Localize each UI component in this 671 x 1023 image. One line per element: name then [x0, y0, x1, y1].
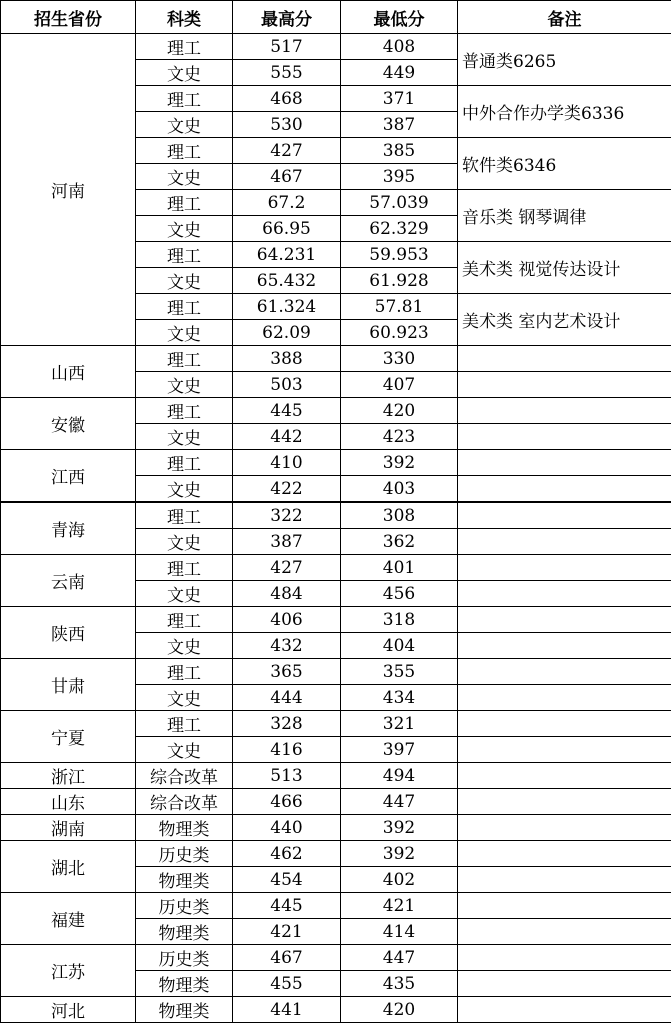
max-score-cell: 322	[233, 502, 341, 529]
max-score-cell: 513	[233, 763, 341, 789]
max-score-cell: 67.2	[233, 190, 341, 216]
note-cell	[458, 372, 671, 398]
min-score-cell: 421	[341, 893, 458, 919]
province-cell: 湖南	[1, 815, 136, 841]
subject-cell: 历史类	[136, 945, 233, 971]
subject-cell: 物理类	[136, 997, 233, 1023]
min-score-cell: 414	[341, 919, 458, 945]
max-score-cell: 530	[233, 112, 341, 138]
max-score-cell: 410	[233, 450, 341, 476]
note-cell	[458, 502, 671, 529]
max-score-cell: 427	[233, 555, 341, 581]
min-score-cell: 387	[341, 112, 458, 138]
max-score-cell: 467	[233, 945, 341, 971]
note-cell: 音乐类 钢琴调律	[458, 190, 671, 242]
table-row	[1, 346, 671, 372]
table-row	[1, 893, 671, 919]
subject-cell: 综合改革	[136, 763, 233, 789]
min-score-cell: 404	[341, 633, 458, 659]
min-score-cell: 408	[341, 34, 458, 60]
min-score-cell: 61.928	[341, 268, 458, 294]
subject-cell: 物理类	[136, 815, 233, 841]
min-score-cell: 395	[341, 164, 458, 190]
note-cell: 普通类6265	[458, 34, 671, 86]
province-cell: 湖北	[1, 841, 136, 893]
min-score-cell: 318	[341, 607, 458, 633]
province-cell: 青海	[1, 502, 136, 555]
min-score-cell: 392	[341, 841, 458, 867]
note-cell	[458, 945, 671, 971]
min-score-cell: 447	[341, 945, 458, 971]
note-cell	[458, 763, 671, 789]
min-score-cell: 392	[341, 815, 458, 841]
note-cell	[458, 919, 671, 945]
max-score-cell: 440	[233, 815, 341, 841]
subject-cell: 理工	[136, 711, 233, 737]
max-score-cell: 328	[233, 711, 341, 737]
province-cell: 江西	[1, 450, 136, 503]
header-province: 招生省份	[1, 1, 136, 34]
table-row	[1, 815, 671, 841]
subject-cell: 文史	[136, 685, 233, 711]
max-score-cell: 468	[233, 86, 341, 112]
min-score-cell: 60.923	[341, 320, 458, 346]
note-cell	[458, 971, 671, 997]
max-score-cell: 62.09	[233, 320, 341, 346]
min-score-cell: 330	[341, 346, 458, 372]
min-score-cell: 355	[341, 659, 458, 685]
min-score-cell: 62.329	[341, 216, 458, 242]
min-score-cell: 435	[341, 971, 458, 997]
max-score-cell: 445	[233, 398, 341, 424]
max-score-cell: 365	[233, 659, 341, 685]
note-cell	[458, 424, 671, 450]
subject-cell: 文史	[136, 320, 233, 346]
subject-cell: 文史	[136, 476, 233, 503]
header-note: 备注	[458, 1, 671, 34]
table-row	[1, 555, 671, 581]
table-body	[1, 34, 671, 1023]
min-score-cell: 308	[341, 502, 458, 529]
note-cell: 美术类 视觉传达设计	[458, 242, 671, 294]
province-cell: 福建	[1, 893, 136, 945]
subject-cell: 综合改革	[136, 789, 233, 815]
table-row	[1, 997, 671, 1023]
min-score-cell: 385	[341, 138, 458, 164]
max-score-cell: 467	[233, 164, 341, 190]
table-row	[1, 450, 671, 476]
subject-cell: 文史	[136, 737, 233, 763]
min-score-cell: 494	[341, 763, 458, 789]
note-cell	[458, 555, 671, 581]
max-score-cell: 462	[233, 841, 341, 867]
note-cell: 软件类6346	[458, 138, 671, 190]
subject-cell: 理工	[136, 294, 233, 320]
table-row	[1, 841, 671, 867]
min-score-cell: 447	[341, 789, 458, 815]
max-score-cell: 421	[233, 919, 341, 945]
province-cell: 河南	[1, 34, 136, 346]
province-cell: 山西	[1, 346, 136, 398]
subject-cell: 理工	[136, 555, 233, 581]
subject-cell: 文史	[136, 424, 233, 450]
subject-cell: 理工	[136, 398, 233, 424]
min-score-cell: 57.81	[341, 294, 458, 320]
table-row	[1, 607, 671, 633]
note-cell	[458, 581, 671, 607]
note-cell	[458, 398, 671, 424]
max-score-cell: 61.324	[233, 294, 341, 320]
max-score-cell: 388	[233, 346, 341, 372]
subject-cell: 理工	[136, 346, 233, 372]
min-score-cell: 420	[341, 997, 458, 1023]
min-score-cell: 362	[341, 529, 458, 555]
subject-cell: 历史类	[136, 893, 233, 919]
max-score-cell: 64.231	[233, 242, 341, 268]
subject-cell: 文史	[136, 216, 233, 242]
subject-cell: 理工	[136, 190, 233, 216]
note-cell: 中外合作办学类6336	[458, 86, 671, 138]
min-score-cell: 392	[341, 450, 458, 476]
subject-cell: 理工	[136, 502, 233, 529]
subject-cell: 文史	[136, 60, 233, 86]
min-score-cell: 407	[341, 372, 458, 398]
note-cell	[458, 476, 671, 503]
subject-cell: 文史	[136, 112, 233, 138]
table-row	[1, 711, 671, 737]
max-score-cell: 503	[233, 372, 341, 398]
province-cell: 宁夏	[1, 711, 136, 763]
max-score-cell: 422	[233, 476, 341, 503]
min-score-cell: 402	[341, 867, 458, 893]
subject-cell: 文史	[136, 581, 233, 607]
subject-cell: 理工	[136, 34, 233, 60]
max-score-cell: 432	[233, 633, 341, 659]
note-cell	[458, 450, 671, 476]
max-score-cell: 517	[233, 34, 341, 60]
note-cell	[458, 659, 671, 685]
subject-cell: 理工	[136, 607, 233, 633]
table-row	[1, 945, 671, 971]
note-cell	[458, 737, 671, 763]
subject-cell: 物理类	[136, 867, 233, 893]
note-cell	[458, 685, 671, 711]
max-score-cell: 444	[233, 685, 341, 711]
note-cell	[458, 815, 671, 841]
max-score-cell: 454	[233, 867, 341, 893]
note-cell	[458, 711, 671, 737]
min-score-cell: 397	[341, 737, 458, 763]
max-score-cell: 555	[233, 60, 341, 86]
subject-cell: 理工	[136, 659, 233, 685]
subject-cell: 理工	[136, 242, 233, 268]
note-cell	[458, 997, 671, 1023]
min-score-cell: 456	[341, 581, 458, 607]
province-cell: 陕西	[1, 607, 136, 659]
min-score-cell: 401	[341, 555, 458, 581]
note-cell	[458, 893, 671, 919]
max-score-cell: 66.95	[233, 216, 341, 242]
table-row	[1, 763, 671, 789]
subject-cell: 文史	[136, 372, 233, 398]
province-cell: 江苏	[1, 945, 136, 997]
province-cell: 山东	[1, 789, 136, 815]
subject-cell: 文史	[136, 164, 233, 190]
min-score-cell: 57.039	[341, 190, 458, 216]
min-score-cell: 449	[341, 60, 458, 86]
table-row	[1, 398, 671, 424]
subject-cell: 理工	[136, 450, 233, 476]
province-cell: 浙江	[1, 763, 136, 789]
province-cell: 云南	[1, 555, 136, 607]
subject-cell: 文史	[136, 529, 233, 555]
header-row	[1, 1, 671, 34]
table-row	[1, 789, 671, 815]
subject-cell: 物理类	[136, 971, 233, 997]
max-score-cell: 466	[233, 789, 341, 815]
min-score-cell: 321	[341, 711, 458, 737]
subject-cell: 历史类	[136, 841, 233, 867]
min-score-cell: 403	[341, 476, 458, 503]
max-score-cell: 484	[233, 581, 341, 607]
max-score-cell: 442	[233, 424, 341, 450]
subject-cell: 文史	[136, 633, 233, 659]
subject-cell: 文史	[136, 268, 233, 294]
note-cell	[458, 346, 671, 372]
province-cell: 甘肃	[1, 659, 136, 711]
note-cell: 美术类 室内艺术设计	[458, 294, 671, 346]
min-score-cell: 420	[341, 398, 458, 424]
table-row	[1, 659, 671, 685]
note-cell	[458, 867, 671, 893]
table-row	[1, 502, 671, 529]
header-subject: 科类	[136, 1, 233, 34]
min-score-cell: 434	[341, 685, 458, 711]
max-score-cell: 455	[233, 971, 341, 997]
max-score-cell: 387	[233, 529, 341, 555]
min-score-cell: 371	[341, 86, 458, 112]
note-cell	[458, 633, 671, 659]
note-cell	[458, 841, 671, 867]
header-min-score: 最低分	[341, 1, 458, 34]
subject-cell: 物理类	[136, 919, 233, 945]
table-row	[1, 34, 671, 60]
note-cell	[458, 529, 671, 555]
max-score-cell: 445	[233, 893, 341, 919]
note-cell	[458, 789, 671, 815]
province-cell: 安徽	[1, 398, 136, 450]
header-max-score: 最高分	[233, 1, 341, 34]
max-score-cell: 441	[233, 997, 341, 1023]
subject-cell: 理工	[136, 86, 233, 112]
min-score-cell: 423	[341, 424, 458, 450]
subject-cell: 理工	[136, 138, 233, 164]
max-score-cell: 427	[233, 138, 341, 164]
min-score-cell: 59.953	[341, 242, 458, 268]
province-cell: 河北	[1, 997, 136, 1023]
max-score-cell: 406	[233, 607, 341, 633]
max-score-cell: 65.432	[233, 268, 341, 294]
note-cell	[458, 607, 671, 633]
max-score-cell: 416	[233, 737, 341, 763]
